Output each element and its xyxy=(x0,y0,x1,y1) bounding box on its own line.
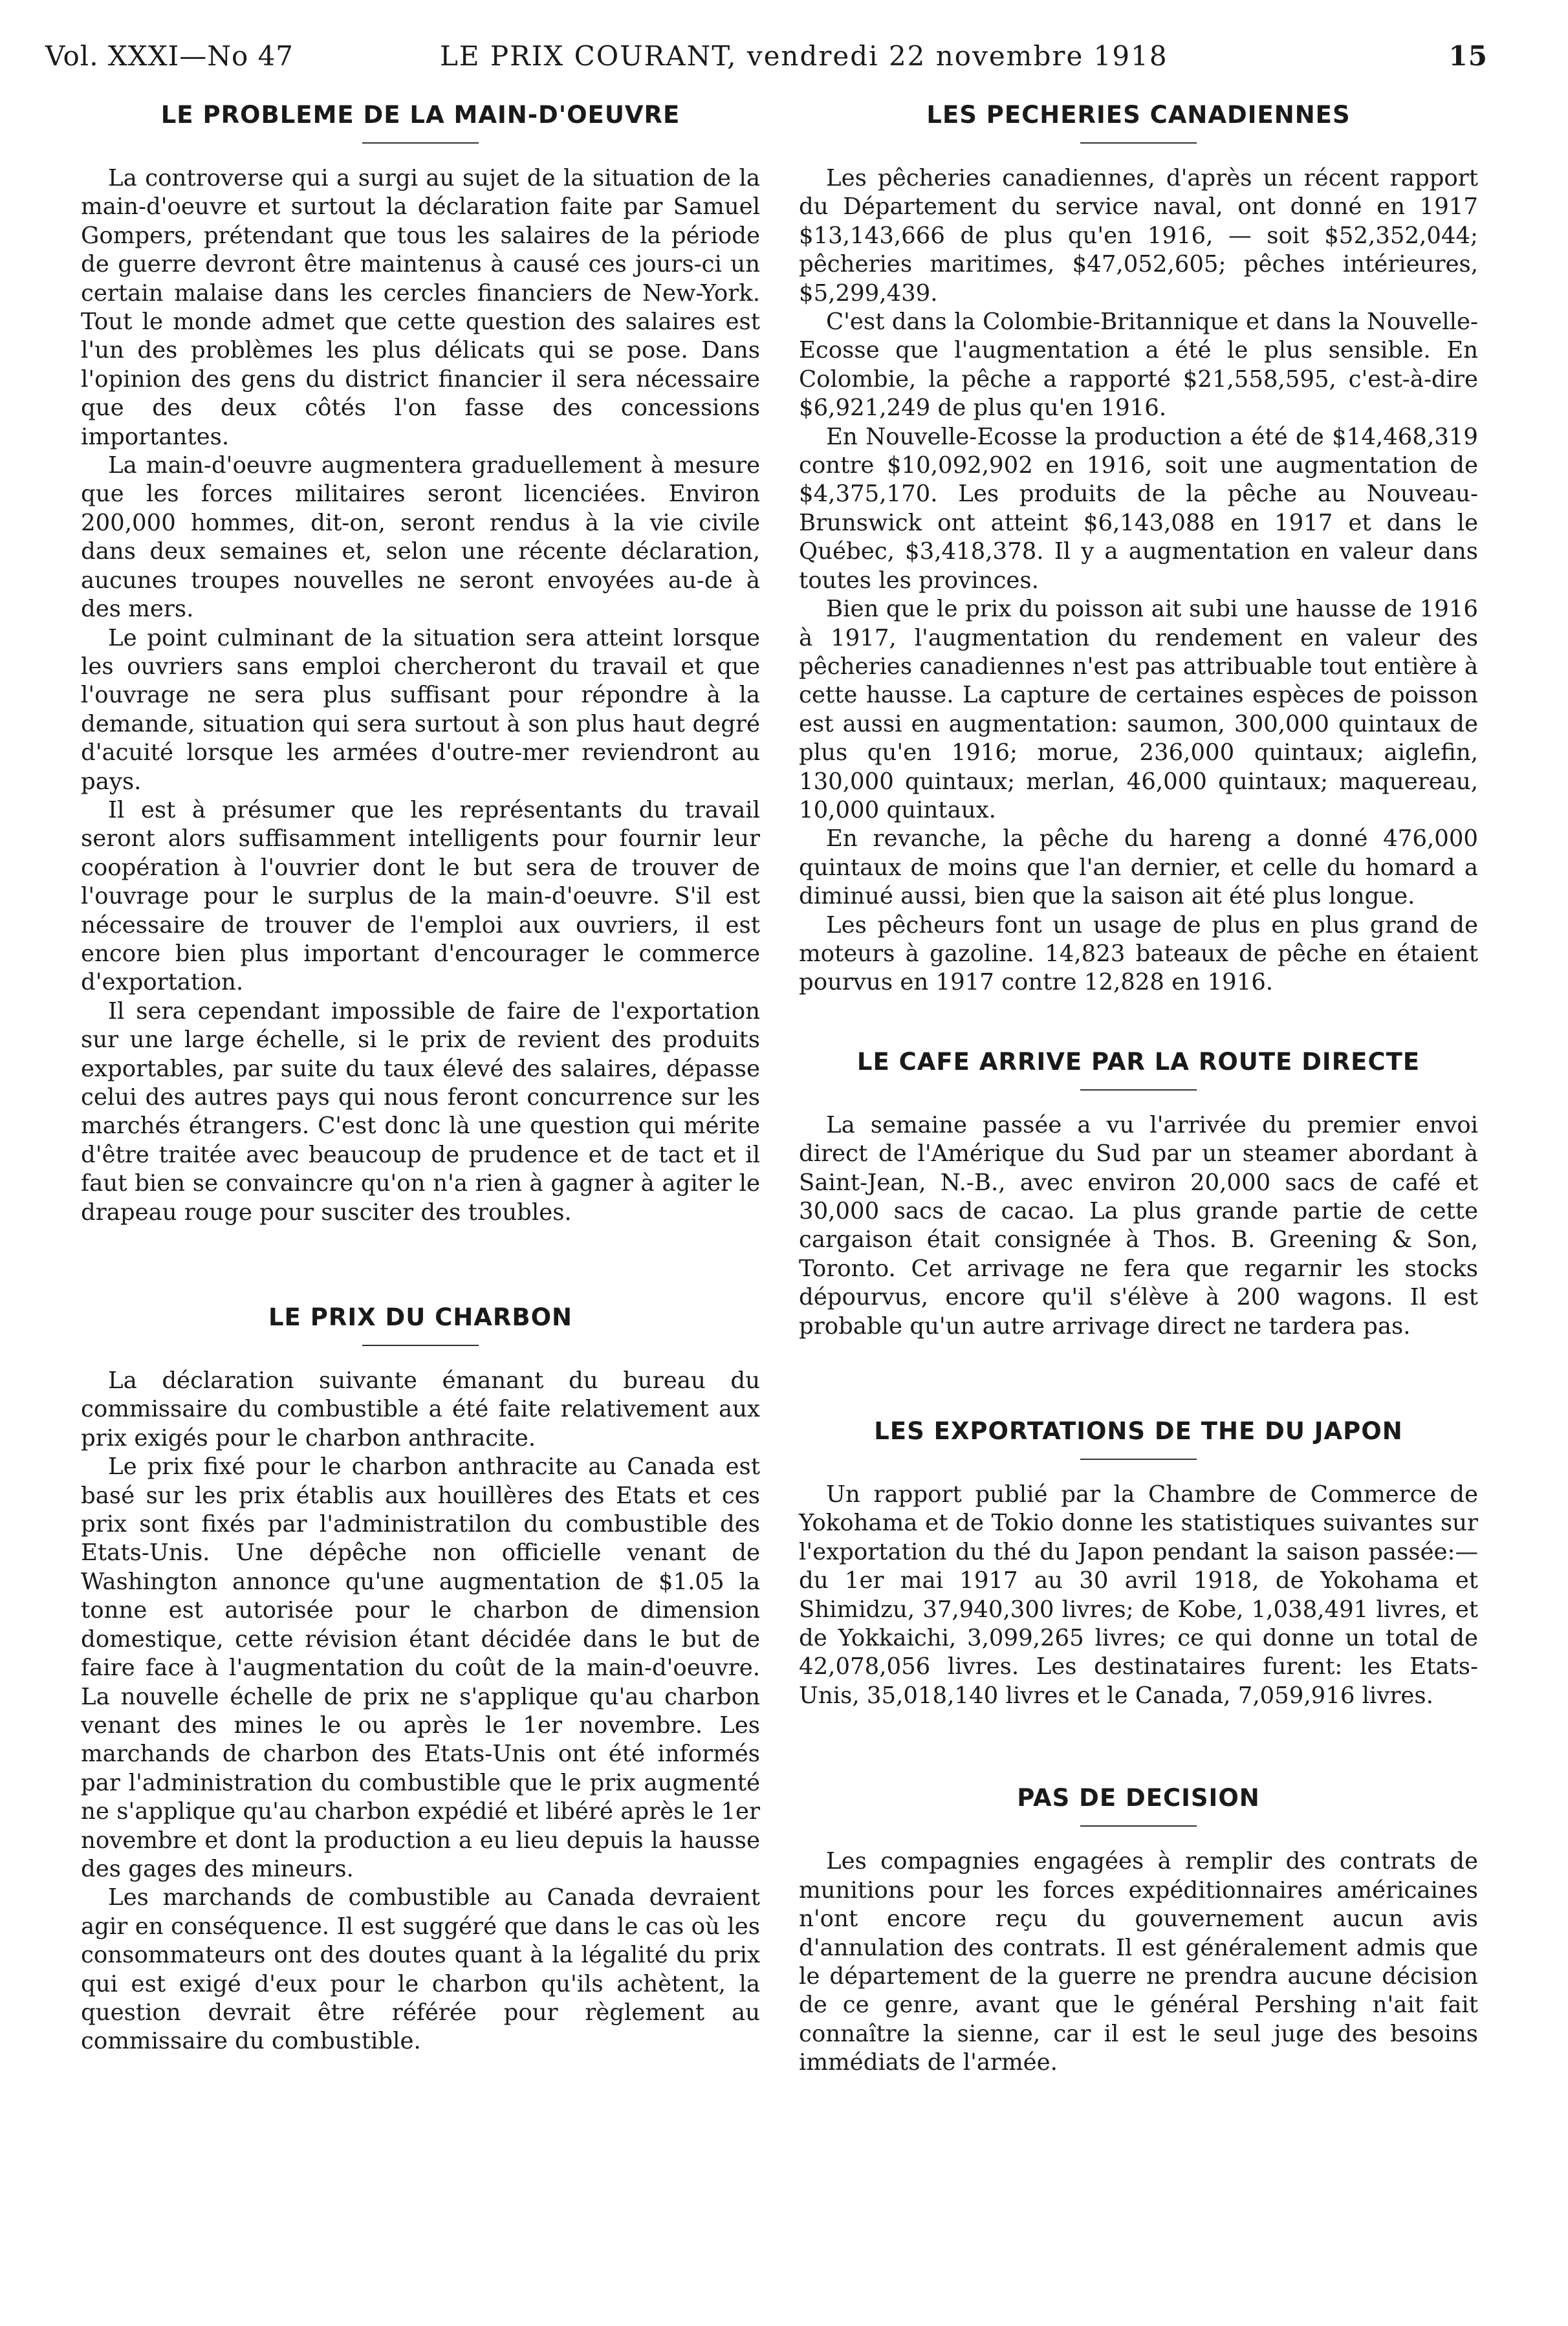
paragraph: Le prix fixé pour le charbon anthracite au Canada est basé sur les prix établis aux houillères des Etats et ces prix sont fixés par l'administratilon du combustible des Etats-Unis. Une dépêche non officielle venant de Washington annonce qu'une augmentation de $1.05 la tonne est autorisée pour le charbon de dimension domestique, cette révision étant décidée dans le but de faire face à l'augmentation du coût de la main-d'oeuvre. La nouvelle échelle de prix ne s'applique qu'au charbon venant des mines le ou après le 1er novembre. Les marchands de charbon des Etats-Unis ont été informés par l'administration du combustible que le prix augmenté ne s'applique qu'au charbon expédié et libéré après le 1er novembre et dont la production a eu lieu depuis la hausse des gages des mineurs. xyxy=(81,1453,760,1882)
divider xyxy=(1080,1089,1197,1091)
article-main-doeuvre xyxy=(81,97,760,1227)
paragraph: Bien que le prix du poisson ait subi une hausse de 1916 à 1917, l'augmentation du rendement en valeur des pêcheries canadiennes n'est pas attribuable tout entière à cette hausse. La capture de certaines espèces de poisson est aussi en augmentation: saumon, 300,000 quintaux de plus qu'en 1916; morue, 236,000 quintaux; aiglefin, 130,000 quintaux; merlan, 46,000 quintaux; maquereau, 10,000 quintaux. xyxy=(799,596,1478,823)
article-title: LE PRIX DU CHARBON xyxy=(268,1303,573,1332)
article-title: LE PROBLEME DE LA MAIN-D'OEUVRE xyxy=(160,101,681,129)
left-column xyxy=(81,97,760,2056)
divider xyxy=(1080,142,1197,144)
paragraph: Les pêcheries canadiennes, d'après un récent rapport du Département du service naval, ont donné en 1917 $13,143,666 de plus qu'en 1916, — soit $52,352,044; pêcheries maritimes, $47,052,605; pêches intérieures, $5,299,439. xyxy=(799,165,1478,307)
article-title: LES PECHERIES CANADIENNES xyxy=(926,101,1351,129)
paragraph: C'est dans la Colombie-Britannique et dans la Nouvelle-Ecosse que l'augmentation a été le plus sensible. En Colombie, la pêche a rapporté $21,558,595, c'est-à-dire $6,921,249 de plus qu'en 1916. xyxy=(799,309,1478,422)
paragraph: En Nouvelle-Ecosse la production a été de $14,468,319 contre $10,092,902 en 1916, soit une augmentation de $4,375,170. Les produits de la pêche au Nouveau-Brunswick ont atteint $6,143,088 en 1917 et dans le Québec, $3,418,378. Il y a augmentation en valeur dans toutes les provinces. xyxy=(799,423,1478,594)
paragraph: Le point culminant de la situation sera atteint lorsque les ouvriers sans emploi chercheront du travail et que l'ouvrage ne sera plus suffisant pour répondre à la demande, situation qui sera surtout à son plus haut degré d'acuité lorsque les armées d'outre-mer reviendront au pays. xyxy=(81,624,760,795)
article-the-japon xyxy=(799,1413,1478,1710)
paragraph: Un rapport publié par la Chambre de Commerce de Yokohama et de Tokio donne les statistiques suivantes sur l'exportation du thé du Japon pendant la saison passée:—du 1er mai 1917 au 30 avril 1918, de Yokohama et Shimidzu, 37,940,300 livres; de Kobe, 1,038,491 livres, et de Yokkaichi, 3,099,265 livres; ce qui donne un total de 42,078,056 livres. Les destinataires furent: les Etats-Unis, 35,018,140 livres et le Canada, 7,059,916 livres. xyxy=(799,1481,1478,1709)
divider xyxy=(1080,1825,1197,1827)
volume-number: Vol. XXXI—No 47 xyxy=(45,40,294,72)
divider xyxy=(362,1345,479,1346)
paragraph: Il est à présumer que les représentants du travail seront alors suffisamment intelligents pour fournir leur coopération à l'ouvrier dont le but sera de trouver de l'ouvrage pour le surplus de la main-d'oeuvre. S'il est nécessaire de trouver de l'emploi aux ouvriers, il est encore bien plus important d'encourager le commerce d'exportation. xyxy=(81,796,760,996)
article-title: LES EXPORTATIONS DE THE DU JAPON xyxy=(874,1417,1403,1446)
article-prix-charbon xyxy=(81,1299,760,2056)
page-number: 15 xyxy=(1448,40,1488,72)
article-pas-de-decision xyxy=(799,1780,1478,2077)
paragraph: Il sera cependant impossible de faire de l'exportation sur une large échelle, si le prix de revient des produits exportables, par suite du taux élevé des salaires, dépasse celui des autres pays qui nous feront concurrence sur les marchés étrangers. C'est donc là une question qui mérite d'être traitée avec beaucoup de prudence et de tact et il faut bien se convaincre qu'on n'a rien à gagner à agiter le drapeau rouge pour susciter des troubles. xyxy=(81,997,760,1226)
right-column xyxy=(799,97,1478,2078)
paragraph: La controverse qui a surgi au sujet de la situation de la main-d'oeuvre et surtout la déclaration faite par Samuel Gompers, prétendant que tous les salaires de la période de guerre devront être maintenus à causé ces jours-ci un certain malaise dans les cercles financiers de New-York. Tout le monde admet que cette question des salaires est l'un des problèmes les plus délicats qui se pose. Dans l'opinion des gens du district financier il sera nécessaire que des deux côtés l'on fasse des concessions importantes. xyxy=(81,165,760,450)
paragraph: Les marchands de combustible au Canada devraient agir en conséquence. Il est suggéré que dans le cas où les consommateurs ont des doutes quant à la légalité du prix qui est exigé d'eux pour le charbon qu'ils achètent, la question devrait être référée pour règlement au commissaire du combustible. xyxy=(81,1884,760,2055)
paragraph: En revanche, la pêche du hareng a donné 476,000 quintaux de moins que l'an dernier, et celle du homard a diminué aussi, bien que la saison ait été plus longue. xyxy=(799,825,1478,910)
page-header xyxy=(45,40,1488,79)
paragraph: Les compagnies engagées à remplir des contrats de munitions pour les forces expéditionnaires américaines n'ont encore reçu du gouvernement aucun avis d'annulation des contrats. Il est généralement admis que le département de la guerre ne prendra aucune décision de ce genre, avant que le général Pershing n'ait fait connaître la sienne, car il est le seul juge des besoins immédiats de l'armée. xyxy=(799,1848,1478,2076)
article-title: LE CAFE ARRIVE PAR LA ROUTE DIRECTE xyxy=(856,1047,1421,1076)
paragraph: La semaine passée a vu l'arrivée du premier envoi direct de l'Amérique du Sud par un steamer abordant à Saint-Jean, N.-B., avec environ 20,000 sacs de café et 30,000 sacs de cacao. La plus grande partie de cette cargaison était consignée à Thos. B. Greening & Son, Toronto. Cet arrivage ne fera que regarnir les stocks dépourvus, encore qu'il s'élève à 200 wagons. Il est probable qu'un autre arrivage direct ne tardera pas. xyxy=(799,1111,1478,1340)
article-title: PAS DE DECISION xyxy=(1017,1784,1260,1812)
article-cafe xyxy=(799,1044,1478,1341)
divider xyxy=(362,142,479,144)
divider xyxy=(1080,1459,1197,1460)
paragraph: Les pêcheurs font un usage de plus en plus grand de moteurs à gazoline. 14,823 bateaux de pêche en étaient pourvus en 1917 contre 12,828 en 1916. xyxy=(799,911,1478,996)
paragraph: La main-d'oeuvre augmentera graduellement à mesure que les forces militaires seront licenciées. Environ 200,000 hommes, dit-on, seront rendus à la vie civile dans deux semaines et, selon une récente déclaration, aucunes troupes nouvelles ne seront envoyées au-de à des mers. xyxy=(81,452,760,623)
article-pecheries xyxy=(799,97,1478,997)
publication-title: LE PRIX COURANT, vendredi 22 novembre 1918 xyxy=(440,40,1168,72)
paragraph: La déclaration suivante émanant du bureau du commissaire du combustible a été faite relativement aux prix exigés pour le charbon anthracite. xyxy=(81,1367,760,1451)
